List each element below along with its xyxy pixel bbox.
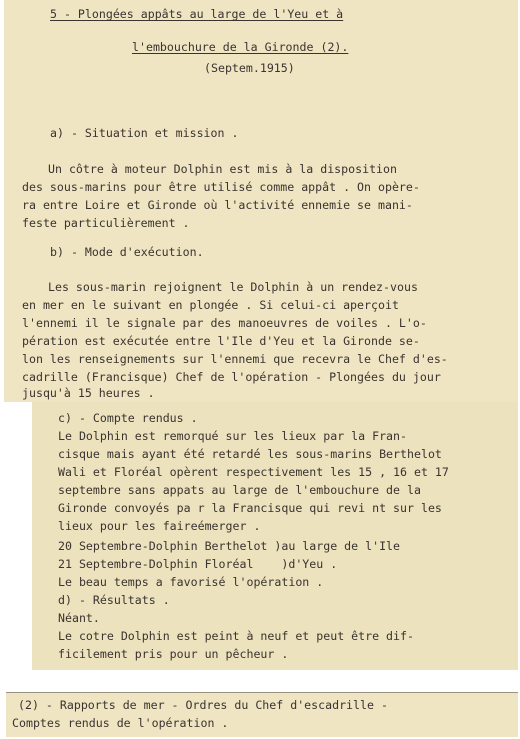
footnote-line: Comptes rendus de l'opération . [12, 716, 229, 730]
section-b-line: pération est exécutée entre l'Ile d'Yeu et la Gironde se- [22, 334, 420, 348]
section-c-line: Wali et Floréal opèrent respectivement les 15 , 16 et 17 [58, 465, 449, 479]
section-a-line: des sous-marins pour être utilisé comme appât . On opère- [22, 180, 420, 194]
section-b-line: Les sous-marin rejoignent le Dolphin à un rendez-vous [48, 280, 418, 294]
section-d-heading: d) - Résultats . [58, 593, 170, 607]
footnote-line: (2) - Rapports de mer - Ordres du Chef d'escadrille - [18, 698, 388, 712]
page-upper-sheet [4, 0, 518, 402]
section-c-line: 20 Septembre-Dolphin Berthelot )au large de l'Ile [58, 539, 401, 553]
title-date: (Septem.1915) [204, 61, 295, 75]
section-b-line: jusqu'à 15 heures . [22, 386, 155, 400]
section-b-line: cadrille (Francisque) Chef de l'opération - Plongées du jour [22, 370, 441, 384]
page-lower-sheet [32, 402, 518, 670]
section-a-line: ra entre Loire et Gironde où l'activité ennemie se mani- [22, 198, 413, 212]
section-c-line: Le Dolphin est remorqué sur les lieux par la Fran- [58, 429, 408, 443]
footnote-sheet [6, 692, 518, 737]
section-c-line: cisque mais ayant été retardé les sous-marins Berthelot [58, 447, 442, 461]
title-line-1: 5 - Plongées appâts au large de l'Yeu et à [50, 7, 344, 21]
section-a-line: feste particulièrement . [22, 216, 190, 230]
section-b-line: en mer en le suivant en plongée . Si celui-ci aperçoit [22, 298, 399, 312]
section-d-line: ficilement pris pour un pêcheur . [58, 647, 289, 661]
section-b-line: lon les renseignements sur l'ennemi que recevra le Chef d'es- [22, 352, 448, 366]
section-c-line: Gironde convoyés pa r la Francisque qui revi nt sur les [58, 501, 442, 515]
section-d-line: Néant. [58, 611, 100, 625]
section-c-line: lieux pour les faireémerger . [58, 519, 261, 533]
section-c-line: septembre sans appats au large de l'embouchure de la [58, 483, 421, 497]
section-c-heading: c) - Compte rendus . [58, 411, 198, 425]
section-d-line: Le cotre Dolphin est peint à neuf et peut être dif- [58, 629, 414, 643]
section-c-line: 21 Septembre-Dolphin Floréal )d'Yeu . [58, 557, 338, 571]
title-line-2: l'embouchure de la Gironde (2). [132, 40, 349, 54]
section-a-heading: a) - Situation et mission . [50, 126, 239, 140]
section-b-line: l'ennemi il le signale par des manoeuvres de voiles . L'o- [22, 316, 427, 330]
section-a-line: Un côtre à moteur Dolphin est mis à la disposition [48, 162, 398, 176]
section-c-line: Le beau temps a favorisé l'opération . [58, 575, 324, 589]
section-b-heading: b) - Mode d'exécution. [50, 245, 204, 259]
